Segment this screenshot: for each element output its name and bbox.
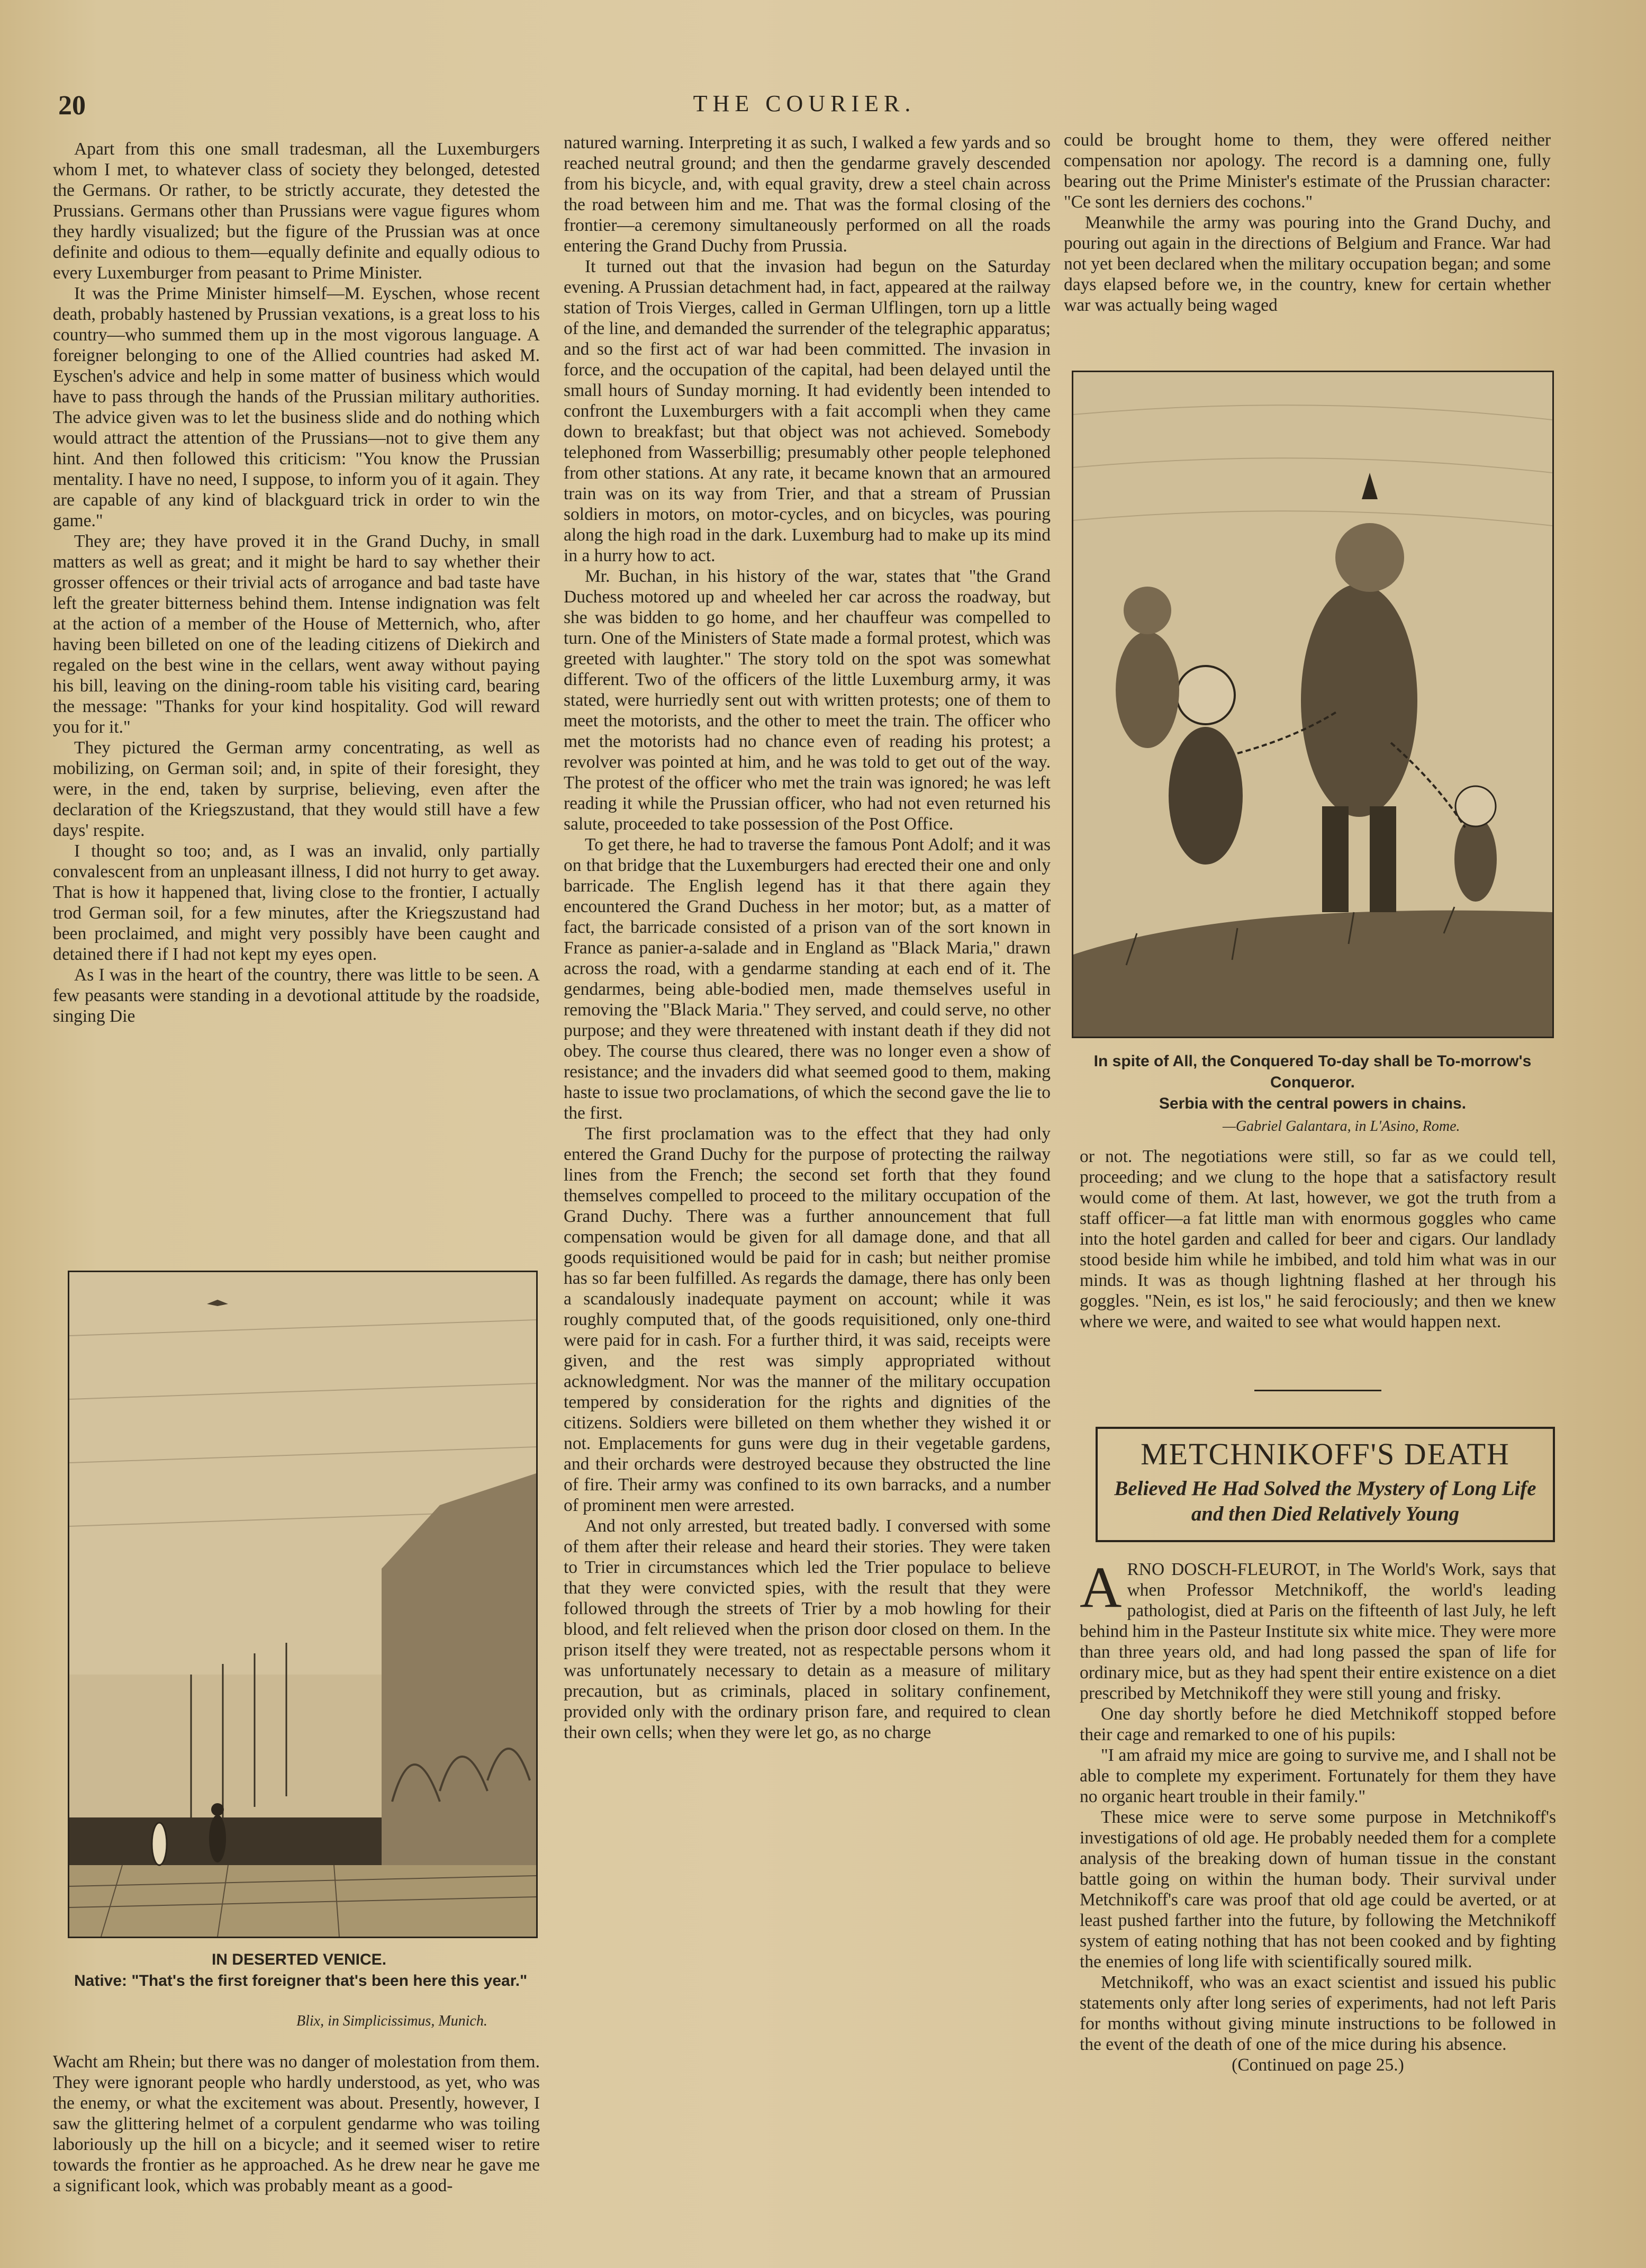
venice-illustration	[68, 1271, 538, 1938]
metchnikoff-headline: METCHNIKOFF'S DEATH	[1141, 1437, 1510, 1471]
paragraph-text: RNO DOSCH-FLEUROT, in The World's Work, says that when Professor Metchnikoff, the world's leading pathologist, died at Paris on the fifteenth of last July, he left behind him in the Pasteur Institute six white mice. They were more than three years old, and had long passed the span of life for ordinary mice, but as they had spent their entire existence on a diet prescribed by Metchnikoff they were still young and frisky.	[1080, 1560, 1556, 1703]
paragraph: As I was in the heart of the country, there was little to be seen. A few peasants were standing in a devotional attitude by the roadside, singing Die	[53, 965, 540, 1026]
paragraph: Wacht am Rhein; but there was no danger of molestation from them. They were ignorant people who hardly understood, as yet, who was the enemy, or what the excitement was about. Presently, however, I saw the glittering helmet of a corpulent gendarme who was toiling laboriously up the hill on a bicycle; and it seemed wiser to retire towards the frontier as he approached. As he drew near he gave me a significant look, which was probably meant as a good-	[53, 2052, 540, 2195]
paragraph: I thought so too; and, as I was an invalid, only partially convalescent from an unpleasant illness, I did not hurry to get away. That is how it happened that, living close to the frontier, I actually trod German soil, for a few minutes, after the Kriegszustand had been proclaimed, and might very possibly have been caught and detained there if I had not kept my eyes open.	[53, 841, 540, 964]
paragraph: Meanwhile the army was pouring into the Grand Duchy, and pouring out again in the directions of Belgium and France. War had not yet been declared when the military occupation began; and some days elapsed before we, in the country, knew for certain whether war was actually being waged	[1064, 213, 1551, 315]
publication-title: THE COURIER.	[693, 91, 916, 116]
paragraph: They pictured the German army concentrating, as well as mobilizing, on German soil; and, in spite of their foresight, they were, in the end, taken by surprise, believing, even after the declaration of the Kriegszustand, that they would still have a few days' respite.	[53, 738, 540, 840]
paragraph: Metchnikoff, who was an exact scientist and issued his public statements only after long series of experiments, had not left Paris for months without giving minute instructions to be followed in the event of the death of one of the mice during his absence.	[1080, 1973, 1556, 2054]
serbia-cartoon	[1072, 371, 1554, 1038]
metchnikoff-headline-box	[1096, 1427, 1555, 1542]
article-column-3	[1064, 130, 1551, 316]
section-divider	[1254, 1390, 1381, 1391]
paragraph: It turned out that the invasion had begun on the Saturday evening. A Prussian detachment had, in fact, appeared at the railway station of Trois Vierges, called in German Ulflingen, torn up a little of the line, and demanded the surrender of the telegraphic apparatus; and so the first act of war had been committed. The invasion in force, and the occupation of the capital, had been delayed until the small hours of Sunday morning. It had evidently been intended to confront the Luxemburgers with a fait accompli when they came down to breakfast; but that object was not achieved. Somebody telephoned from Wasserbillig; presumably other people telephoned from other stations. At any rate, it became known that an armoured train was on its way from Trier, and that a stream of Prussian soldiers in motors, on motor-cycles, and on bicycles, was pouring along the high road in the dark. Luxemburg had to make up its mind in a hurry how to act.	[564, 257, 1051, 565]
serbia-caption-line2: Serbia with the central powers in chains.	[1159, 1095, 1467, 1112]
metchnikoff-article	[1080, 1555, 1556, 2075]
metchnikoff-subhead: Believed He Had Solved the Mystery of Long Life and then Died Relatively Young	[1114, 1477, 1536, 1525]
venice-caption-title: IN DESERTED VENICE.	[211, 1951, 387, 1968]
paragraph: Mr. Buchan, in his history of the war, states that "the Grand Duchess motored up and wheeled her car across the roadway, but she was bidden to go home, and her chauffeur was compelled to turn. One of the Ministers of State made a formal protest, which was greeted with laughter." The story told on the spot was somewhat different. Two of the officers of the little Luxemburg army, it was stated, were hurriedly sent out with written protests; one of them to meet the motorists, and the other to meet the train. The officer who met the motorists had no chance even of reading his protest; a revolver was pointed at him, and he was told to get out of the way. The protest of the officer who met the train was ignored; he was left reading it while the Prussian officer, who had not even returned his salute, proceeded to take possession of the Post Office.	[564, 566, 1051, 834]
paragraph: or not. The negotiations were still, so far as we could tell, proceeding; and we clung to the hope that a satisfactory result would come of them. At last, however, we got the truth from a staff officer—a fat little man with enormous goggles who came into the hotel garden and called for beer and cigars. Our landlady stood beside him while he imbibed, and told him what was in our minds. It was as though lightning flashed at her through his goggles. "Nein, es ist los," he said ferociously; and then we knew where we were, and waited to see what would happen next.	[1080, 1147, 1556, 1331]
paragraph: The first proclamation was to the effect that they had only entered the Grand Duchy for the purpose of protecting the railway lines from the French; the second set forth that they found themselves compelled to proceed to the military occupation of the Grand Duchy. There was a further announcement that full compensation would be given for all damage done, and that all goods requisitioned would be paid for in cash; but neither promise has so far been fulfilled. As regards the damage, there has only been a scandalously inadequate payment on account; while it was roughly computed that, of the goods requisitioned, only one-third were paid for in cash. For a further third, it was said, receipts were given, and the rest was simply appropriated without acknowledgment. Nor was the manner of the military occupation tempered by consideration for the rights and dignities of the citizens. Soldiers were billeted on them whether they wished it or not. Emplacements for guns were dug in their vegetable gardens, and their orchards were destroyed because they obstructed the line of fire. Their army was confined to its own barracks, and a number of prominent men were arrested.	[564, 1124, 1051, 1515]
serbia-caption	[1069, 1051, 1556, 1114]
paragraph: One day shortly before he died Metchnikoff stopped before their cage and remarked to one of his pupils:	[1080, 1704, 1556, 1744]
paragraph: They are; they have proved it in the Grand Duchy, in small matters as well as great; and it might be hard to say whether their grosser offences or their trivial acts of arrogance and bad taste have left the greater bitterness behind them. Intense indignation was felt at the action of a member of the House of Metternich, who, after having been billeted on one of the leading citizens of Diekirch and regaled on the best wine in the cellars, went away without paying his bill, leaving on the dining-room table his visiting card, bearing the message: "Thanks for your kind hospitality. God will reward you for it."	[53, 532, 540, 737]
continued-note: (Continued on page 25.)	[1232, 2055, 1404, 2075]
paragraph: These mice were to serve some purpose in Metchnikoff's investigations of old age. He probably needed them for a complete analysis of the breaking down of human tissue in the constant battle going on within the human body. Their survival under Metchnikoff's care was proof that old age could be averted, or at least pushed farther into the future, by following the Metchnikoff system of eating nothing that has not been cooked and by fighting the enemies of long life with scientifically soured milk.	[1080, 1807, 1556, 1972]
paragraph: could be brought home to them, they were offered neither compensation nor apology. The record is a damning one, fully bearing out the Prime Minister's estimate of the Prussian character: "Ce sont les derniers des cochons."	[1064, 130, 1551, 212]
article-column-2	[564, 132, 1051, 1743]
drop-cap: A	[1080, 1555, 1122, 1619]
paragraph: To get there, he had to traverse the famous Pont Adolf; and it was on that bridge that the Luxemburgers had erected their one and only barricade. The English legend has it that there again they encountered the Grand Duchess in her motor; but, as a matter of fact, the barricade consisted of a prison van of the sort known in France as panier-a-salade and in England as "Black Maria," drawn across the road, with a gendarme standing at each end of it. The gendarmes, being able-bodied men, made themselves useful in removing the "Black Maria." They served, and could serve, no other purpose; and they were threatened with instant death if they did not obey. The course thus cleared, there was no longer even a show of resistance; and the invaders did what seemed good to them, making haste to issue two proclamations, of which the second gave the lie to the first.	[564, 835, 1051, 1123]
venice-caption-text: Native: "That's the first foreigner that's been here this year."	[74, 1972, 528, 1990]
page-number: 20	[58, 91, 86, 121]
paragraph: It was the Prime Minister himself—M. Eyschen, whose recent death, probably hastened by Prussian vexations, is a great loss to his country—who summed them up in the most vigorous language. A foreigner belonging to one of the Allied countries had asked M. Eyschen's advice and help in some matter of business which would have to pass through the hands of the Prussian military authorities. The advice given was to let the business slide and do nothing which would attract the attention of the Prussians—not to give them any hint. And then followed this criticism: "You know the Prussian mentality. I have no need, I suppose, to inform you of it again. They are capable of any kind of blackguard trick in order to win the game."	[53, 284, 540, 530]
article-column-1-continued	[53, 2051, 540, 2196]
serbia-caption-line1: In spite of All, the Conquered To-day shall be To-morrow's Conqueror.	[1093, 1052, 1532, 1091]
page-header	[53, 90, 1556, 122]
article-column-3-continued	[1080, 1146, 1556, 1332]
article-column-1	[53, 139, 540, 1027]
venice-credit: Blix, in Simplicissimus, Munich.	[296, 2013, 487, 2029]
paragraph	[1080, 1555, 1556, 1704]
serbia-credit: —Gabriel Galantara, in L'Asino, Rome.	[1223, 1118, 1460, 1135]
venice-drawing	[69, 1272, 536, 1937]
paragraph: And not only arrested, but treated badly. I conversed with some of them after their release and heard their stories. They were taken to Trier in circumstances which led the Trier populace to believe that they were convicted spies, with the result that they were followed through the streets of Trier by a mob howling for their blood, and felt relieved when the prison door closed on them. In the prison itself they were treated, not as respectable persons whom it was unfortunately necessary to detain as a measure of military precaution, but as criminals, placed in solitary confinement, provided only with the ordinary prison fare, and required to clean their own cells; when they were let go, as no charge	[564, 1516, 1051, 1742]
paragraph: Apart from this one small tradesman, all the Luxemburgers whom I met, to whatever class of society they belonged, detested the Germans. Or rather, to be strictly accurate, they detested the Prussians. Germans other than Prussians were vague figures whom they hardly visualized; but the figure of the Prussian was at once definite and odious to them—equally definite and equally odious to every Luxemburger from peasant to Prime Minister.	[53, 139, 540, 283]
serbia-drawing	[1073, 372, 1552, 1037]
paragraph: natured warning. Interpreting it as such, I walked a few yards and so reached neutral ground; and then the gendarme gravely descended from his bicycle, and, with equal gravity, drew a steel chain across the road between him and me. That was the formal closing of the frontier—a ceremony simultaneously performed on all the roads entering the Grand Duchy from Prussia.	[564, 133, 1051, 256]
paragraph: "I am afraid my mice are going to survive me, and I shall not be able to complete my experiment. Fortunately for them they have no organic heart trouble in their family."	[1080, 1745, 1556, 1806]
